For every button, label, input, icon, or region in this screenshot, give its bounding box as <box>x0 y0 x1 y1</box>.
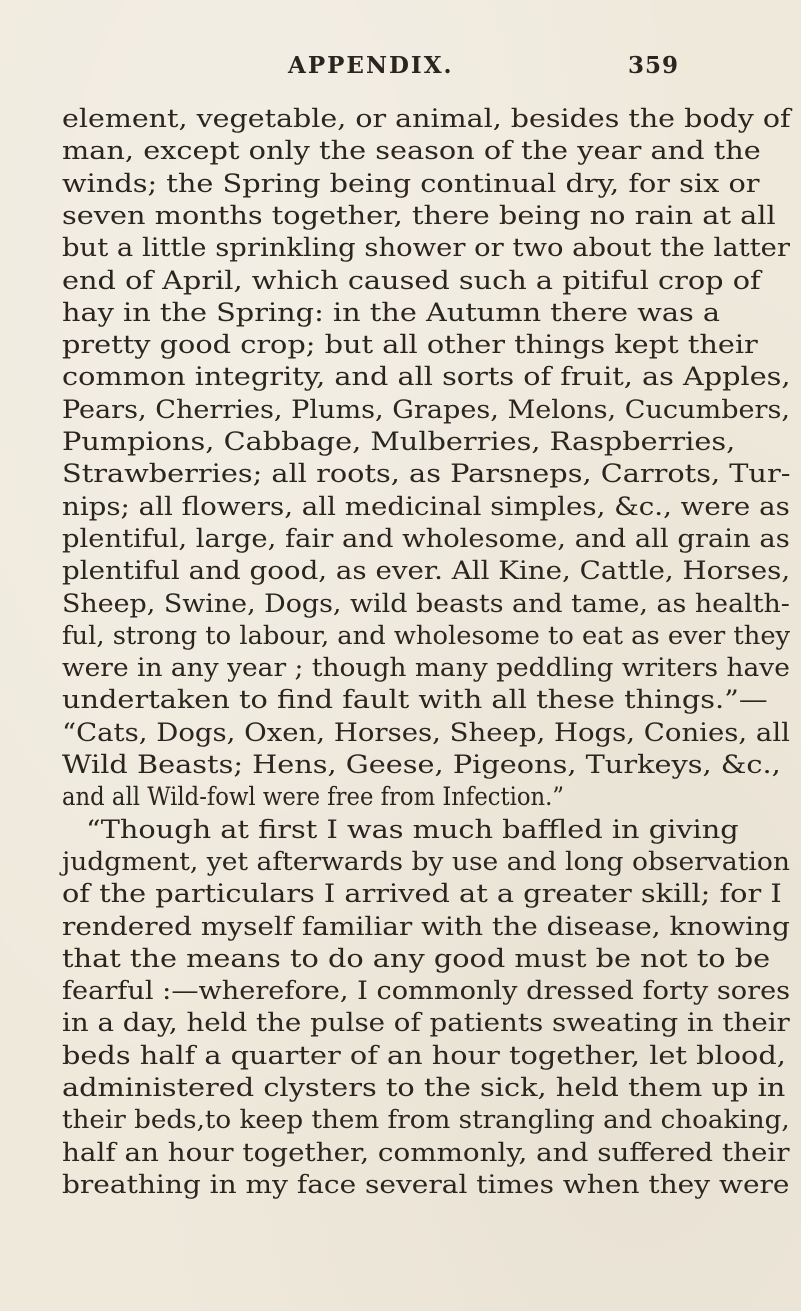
text-line: winds; the Spring being continual dry, for six or <box>62 168 760 198</box>
text-line: their beds,to keep them from strangling and choaking, <box>62 1105 790 1135</box>
text-line: Wild Beasts; Hens, Geese, Pigeons, Turkeys, &c., <box>62 750 781 779</box>
text-line: Sheep, Swine, Dogs, wild beasts and tame, as health- <box>62 588 790 618</box>
text-line: ful, strong to labour, and wholesome to eat as ever they <box>62 620 791 650</box>
text-line: nips; all flowers, all medicinal simples, &c., were as <box>62 491 790 521</box>
text-line: plentiful, large, fair and wholesome, and all grain as <box>62 523 790 553</box>
text-line: end of April, which caused such a pitiful crop of <box>62 265 761 295</box>
body-text <box>0 103 801 1203</box>
text-line: in a day, held the pulse of patients sweating in their <box>62 1008 790 1038</box>
text-line: half an hour together, commonly, and suffered their <box>62 1137 790 1167</box>
text-line: judgment, yet afterwards by use and long observation <box>62 846 790 876</box>
text-line: of the particulars I arrived at a greater skill; for I <box>62 879 782 909</box>
text-line: breathing in my face several times when they were <box>62 1169 790 1199</box>
text-line: plentiful and good, as ever. All Kine, Cattle, Horses, <box>62 556 791 586</box>
text-line: Pears, Cherries, Plums, Grapes, Melons, Cucumbers, <box>62 394 791 424</box>
text-line: hay in the Spring: in the Autumn there was a <box>62 297 720 327</box>
text-line: beds half a quarter of an hour together, let blood, <box>62 1040 786 1070</box>
text-line: seven months together, there being no rain at all <box>62 200 776 230</box>
text-line: undertaken to find fault with all these things.”— <box>62 685 768 715</box>
text-line: “Cats, Dogs, Oxen, Horses, Sheep, Hogs, Conies, all <box>62 717 790 747</box>
text-line: that the means to do any good must be not to be <box>62 943 771 973</box>
text-line: Pumpions, Cabbage, Mulberries, Raspberries, <box>62 427 736 456</box>
text-line: Strawberries; all roots, as Parsneps, Carrots, Tur- <box>62 459 791 489</box>
text-line: and all Wild-fowl were free from Infection.” <box>62 782 565 812</box>
header-title: APPENDIX. <box>288 52 454 79</box>
page-number: 359 <box>628 52 680 79</box>
text-line: were in any year ; though many peddling writers have <box>62 653 790 683</box>
text-line: but a little sprinkling shower or two about the latter <box>62 233 791 263</box>
text-line: rendered myself familiar with the disease, knowing <box>62 911 790 941</box>
text-line: common integrity, and all sorts of fruit, as Apples, <box>62 362 791 392</box>
text-line: pretty good crop; but all other things kept their <box>62 330 758 360</box>
text-line: administered clysters to the sick, held them up in <box>62 1073 786 1102</box>
text-line: fearful :—wherefore, I commonly dressed forty sores <box>62 976 791 1006</box>
text-line: “Though at first I was much baffled in giving <box>86 814 739 844</box>
text-line: element, vegetable, or animal, besides the body of <box>62 104 791 133</box>
text-line: man, except only the season of the year and the <box>62 136 761 166</box>
running-header <box>0 52 801 86</box>
